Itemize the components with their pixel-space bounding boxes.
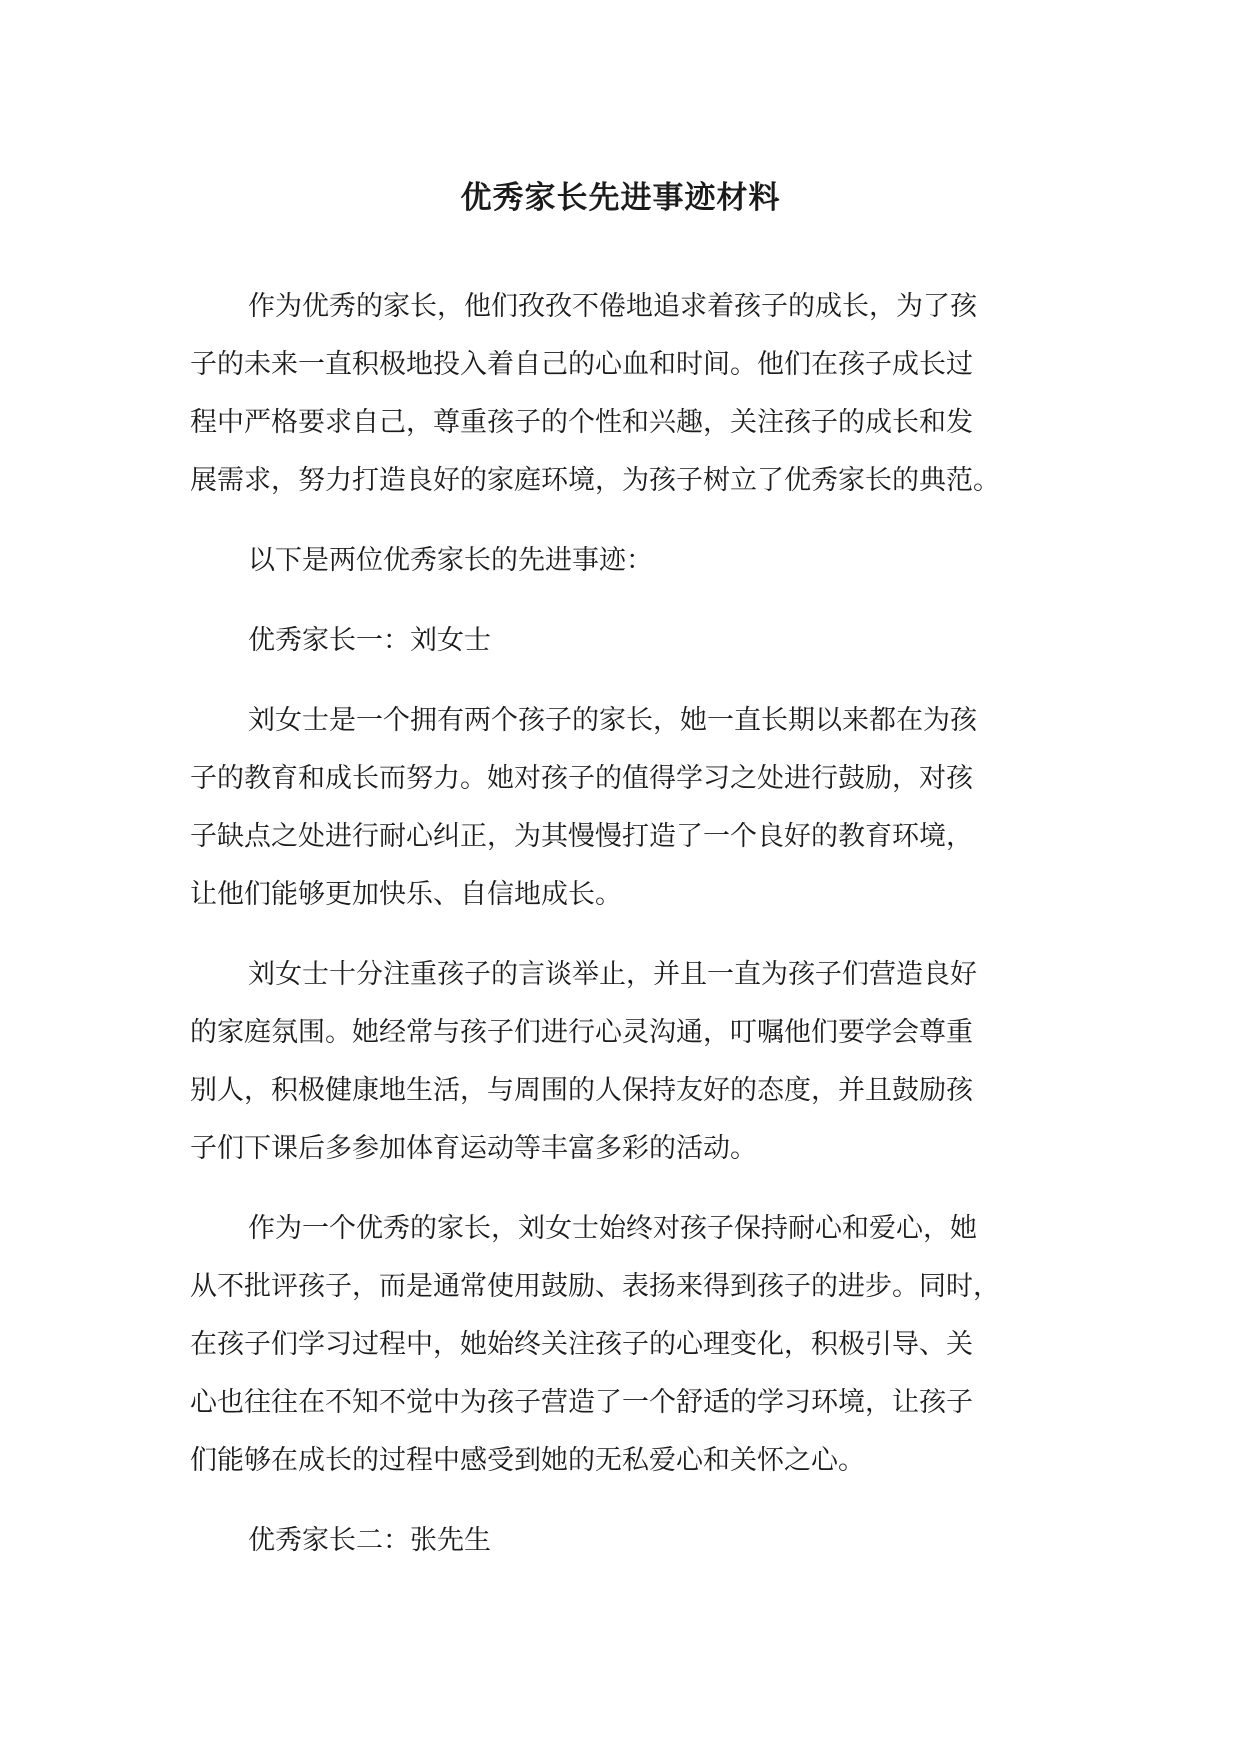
- paragraph-line: 子们下课后多参加体育运动等丰富多彩的活动。: [190, 1133, 757, 1164]
- paragraph-line: 子缺点之处进行耐心纠正，为其慢慢打造了一个良好的教育环境，: [190, 821, 973, 852]
- paragraph-line: 从不批评孩子，而是通常使用鼓励、表扬来得到孩子的进步。同时，: [190, 1271, 1000, 1302]
- paragraph-line: 心也往往在不知不觉中为孩子营造了一个舒适的学习环境，让孩子: [190, 1387, 973, 1418]
- document-title: 优秀家长先进事迹材料: [460, 180, 781, 216]
- paragraph-line: 子的未来一直积极地投入着自己的心血和时间。他们在孩子成长过: [190, 349, 973, 380]
- paragraph-line: 作为优秀的家长，他们孜孜不倦地追求着孩子的成长，为了孩: [248, 291, 977, 322]
- paragraph-line: 程中严格要求自己，尊重孩子的个性和兴趣，关注孩子的成长和发: [190, 407, 973, 438]
- paragraph-line: 在孩子们学习过程中，她始终关注孩子的心理变化，积极引导、关: [190, 1329, 973, 1360]
- paragraph-line: 别人，积极健康地生活，与周围的人保持友好的态度，并且鼓励孩: [190, 1075, 973, 1106]
- paragraph-line: 子的教育和成长而努力。她对孩子的值得学习之处进行鼓励，对孩: [190, 763, 973, 794]
- paragraph-line: 展需求，努力打造良好的家庭环境，为孩子树立了优秀家长的典范。: [190, 465, 1000, 496]
- section-heading: 优秀家长一：刘女士: [248, 625, 491, 656]
- paragraph-line: 们能够在成长的过程中感受到她的无私爱心和关怀之心。: [190, 1445, 865, 1476]
- paragraph-line: 刘女士十分注重孩子的言谈举止，并且一直为孩子们营造良好: [248, 959, 977, 990]
- paragraph-line: 作为一个优秀的家长，刘女士始终对孩子保持耐心和爱心，她: [248, 1213, 977, 1244]
- section-heading: 优秀家长二：张先生: [248, 1525, 491, 1556]
- paragraph-line: 让他们能够更加快乐、自信地成长。: [190, 879, 622, 910]
- paragraph-line: 的家庭氛围。她经常与孩子们进行心灵沟通，叮嘱他们要学会尊重: [190, 1017, 973, 1048]
- paragraph-line: 以下是两位优秀家长的先进事迹：: [248, 545, 653, 576]
- paragraph-line: 刘女士是一个拥有两个孩子的家长，她一直长期以来都在为孩: [248, 705, 977, 736]
